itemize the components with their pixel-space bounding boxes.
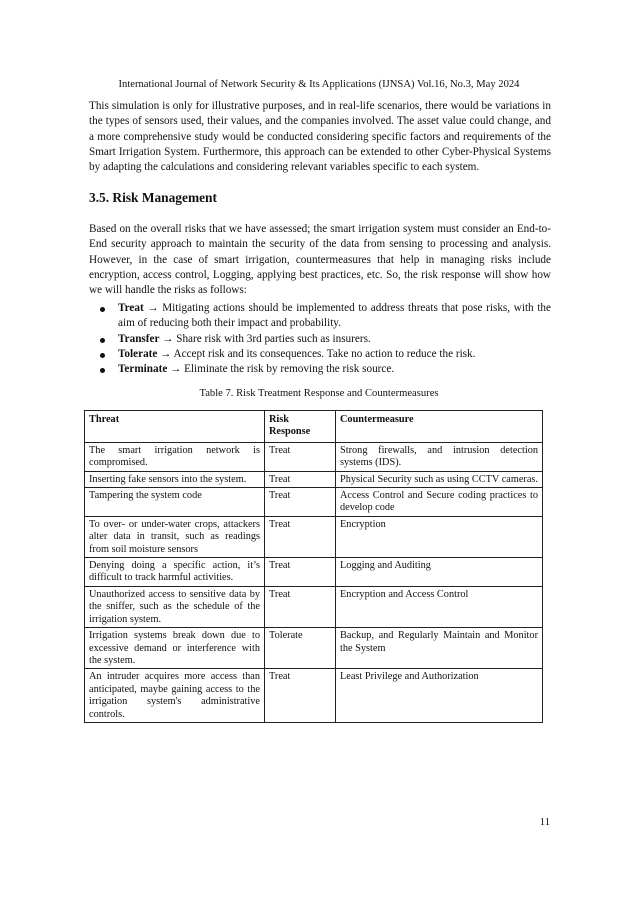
countermeasure-cell: Strong firewalls, and intrusion detection systems (IDS). (336, 442, 543, 471)
list-item (89, 362, 551, 377)
response-cell: Treat (265, 669, 336, 723)
bullet-icon (100, 368, 105, 373)
list-item (89, 301, 551, 332)
risk-treatment-table (84, 410, 543, 723)
threat-cell: An intruder acquires more access than anticipated, maybe gaining access to the irrigation system's administrative controls. (85, 669, 265, 723)
section-paragraph: Based on the overall risks that we have assessed; the smart irrigation system must consider an End-to-End security approach to maintain the security of the data from sensing to processing and analysis. However, in the case of smart irrigation, countermeasures that help in managing risks include encryption, access control, Logging, applying best practices, etc. So, the risk response will show how we will handle the risks as follows: (89, 223, 551, 297)
bullet-text: → Mitigating actions should be implemented to address threats that pose risks, with the aim of reducing both their impact and probability. (118, 302, 551, 330)
table-row (85, 558, 543, 587)
threat-cell: Irrigation systems break down due to excessive demand or interference with the system. (85, 628, 265, 669)
table-row (85, 669, 543, 723)
bullet-text: → Share risk with 3rd parties such as insurers. (159, 332, 371, 345)
countermeasure-cell: Least Privilege and Authorization (336, 669, 543, 723)
countermeasure-cell: Access Control and Secure coding practices to develop code (336, 488, 543, 517)
bullet-term: Terminate (118, 363, 168, 376)
bullet-icon (100, 307, 105, 312)
table-row (85, 586, 543, 627)
countermeasure-cell: Logging and Auditing (336, 558, 543, 587)
response-cell: Treat (265, 586, 336, 627)
response-cell: Treat (265, 558, 336, 587)
threat-cell: Unauthorized access to sensitive data by the sniffer, such as the schedule of the irrigation system. (85, 586, 265, 627)
table-header-row (85, 411, 543, 443)
journal-header: International Journal of Network Security & Its Applications (IJNSA) Vol.16, No.3, May 2024 (118, 79, 520, 90)
countermeasure-cell: Encryption and Access Control (336, 586, 543, 627)
bullet-text: → Accept risk and its consequences. Take no action to reduce the risk. (157, 347, 476, 360)
list-item (89, 332, 551, 347)
threat-cell: The smart irrigation network is compromised. (85, 442, 265, 471)
intro-paragraph: This simulation is only for illustrative purposes, and in real-life scenarios, there would be variations in the types of sensors used, their values, and the companies involved. The asset value could change, and a more comprehensive study would be conducted considering specific factors and requirements of the Smart Irrigation System. Furthermore, this approach can be extended to other Cyber-Physical Systems by adapting the calculations and considering relevant variables specific to each system. (89, 100, 551, 174)
bullet-icon (100, 338, 105, 343)
page-number: 11 (539, 817, 550, 828)
threat-cell: Denying doing a specific action, it’s difficult to track harmful activities. (85, 558, 265, 587)
table-row (85, 488, 543, 517)
bullet-term: Tolerate (118, 347, 158, 360)
risk-response-list (89, 301, 551, 377)
bullet-icon (100, 353, 105, 358)
response-cell: Treat (265, 488, 336, 517)
response-cell: Tolerate (265, 628, 336, 669)
header-threat: Threat (85, 411, 265, 443)
table-row (85, 442, 543, 471)
response-cell: Treat (265, 442, 336, 471)
table-row (85, 516, 543, 557)
header-countermeasure: Countermeasure (336, 411, 543, 443)
countermeasure-cell: Physical Security such as using CCTV cameras. (336, 471, 543, 487)
threat-cell: To over- or under-water crops, attackers alter data in transit, such as readings from soil moisture sensors (85, 516, 265, 557)
table-row (85, 628, 543, 669)
countermeasure-cell: Encryption (336, 516, 543, 557)
table-caption: Table 7. Risk Treatment Response and Countermeasures (199, 388, 439, 399)
bullet-term: Treat (118, 302, 144, 314)
response-cell: Treat (265, 471, 336, 487)
bullet-text: → Eliminate the risk by removing the risk source. (167, 363, 395, 376)
threat-cell: Tampering the system code (85, 488, 265, 517)
bullet-term: Transfer (118, 332, 160, 345)
header-risk-response: Risk Response (265, 411, 336, 443)
countermeasure-cell: Backup, and Regularly Maintain and Monitor the System (336, 628, 543, 669)
threat-cell: Inserting fake sensors into the system. (85, 471, 265, 487)
table-row (85, 471, 543, 487)
section-title: 3.5. Risk Management (89, 190, 217, 205)
list-item (89, 347, 551, 362)
response-cell: Treat (265, 516, 336, 557)
